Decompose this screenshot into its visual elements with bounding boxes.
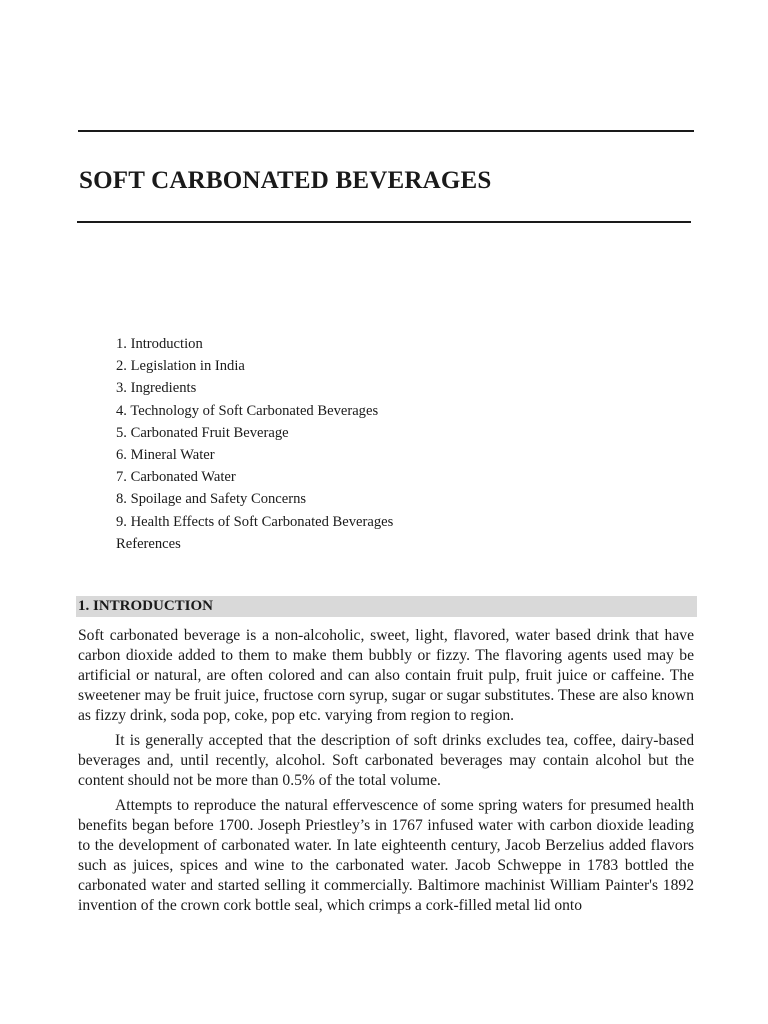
toc-item: 7. Carbonated Water (116, 469, 236, 486)
title-top-rule (78, 130, 694, 132)
toc-item: 4. Technology of Soft Carbonated Beverages (116, 402, 379, 419)
paragraph: Soft carbonated beverage is a non-alcoholic, sweet, light, flavored, water based drink that have carbon dioxide added to them to make them bubbly or fizzy. The flavoring agents used may be artificial or natural, are often colored and can also contain fruit pulp, fruit juice or caffeine. The sweetener may be fruit juice, fructose corn syrup, sugar or sugar substitutes. These are also known as fizzy drink, soda pop, coke, pop etc. varying from region to region. (78, 627, 694, 724)
paragraph: It is generally accepted that the description of soft drinks excludes tea, coffee, dairy-based beverages and, until recently, alcohol. Soft carbonated beverages may contain alcohol but the content should not be more than 0.5% of the total volume. (78, 732, 694, 789)
section-heading-bar (76, 596, 697, 617)
toc-item: 5. Carbonated Fruit Beverage (116, 424, 289, 441)
title-bottom-rule (77, 221, 691, 223)
toc-item: 3. Ingredients (116, 380, 197, 397)
section-body (78, 626, 694, 921)
table-of-contents (116, 333, 393, 555)
toc-item: 6. Mineral Water (116, 446, 215, 463)
toc-item: References (116, 535, 181, 552)
toc-item: 9. Health Effects of Soft Carbonated Beverages (116, 513, 394, 530)
toc-item: 8. Spoilage and Safety Concerns (116, 491, 307, 508)
section-heading: 1. INTRODUCTION (78, 598, 214, 614)
paragraph: Attempts to reproduce the natural effervescence of some spring waters for presumed health benefits began before 1700. Joseph Priestley’s in 1767 infused water with carbon dioxide leading to the development of carbonated water. In late eighteenth century, Jacob Berzelius added flavors such as juices, spices and wine to the carbonated water. Jacob Schweppe in 1783 bottled the carbonated water and started selling it commercially. Baltimore machinist William Painter's 1892 invention of the crown cork bottle seal, which crimps a cork-filled metal lid onto (78, 797, 694, 914)
toc-item: 2. Legislation in India (116, 358, 245, 375)
toc-item: 1. Introduction (116, 336, 203, 352)
chapter-title: SOFT CARBONATED BEVERAGES (79, 167, 492, 194)
